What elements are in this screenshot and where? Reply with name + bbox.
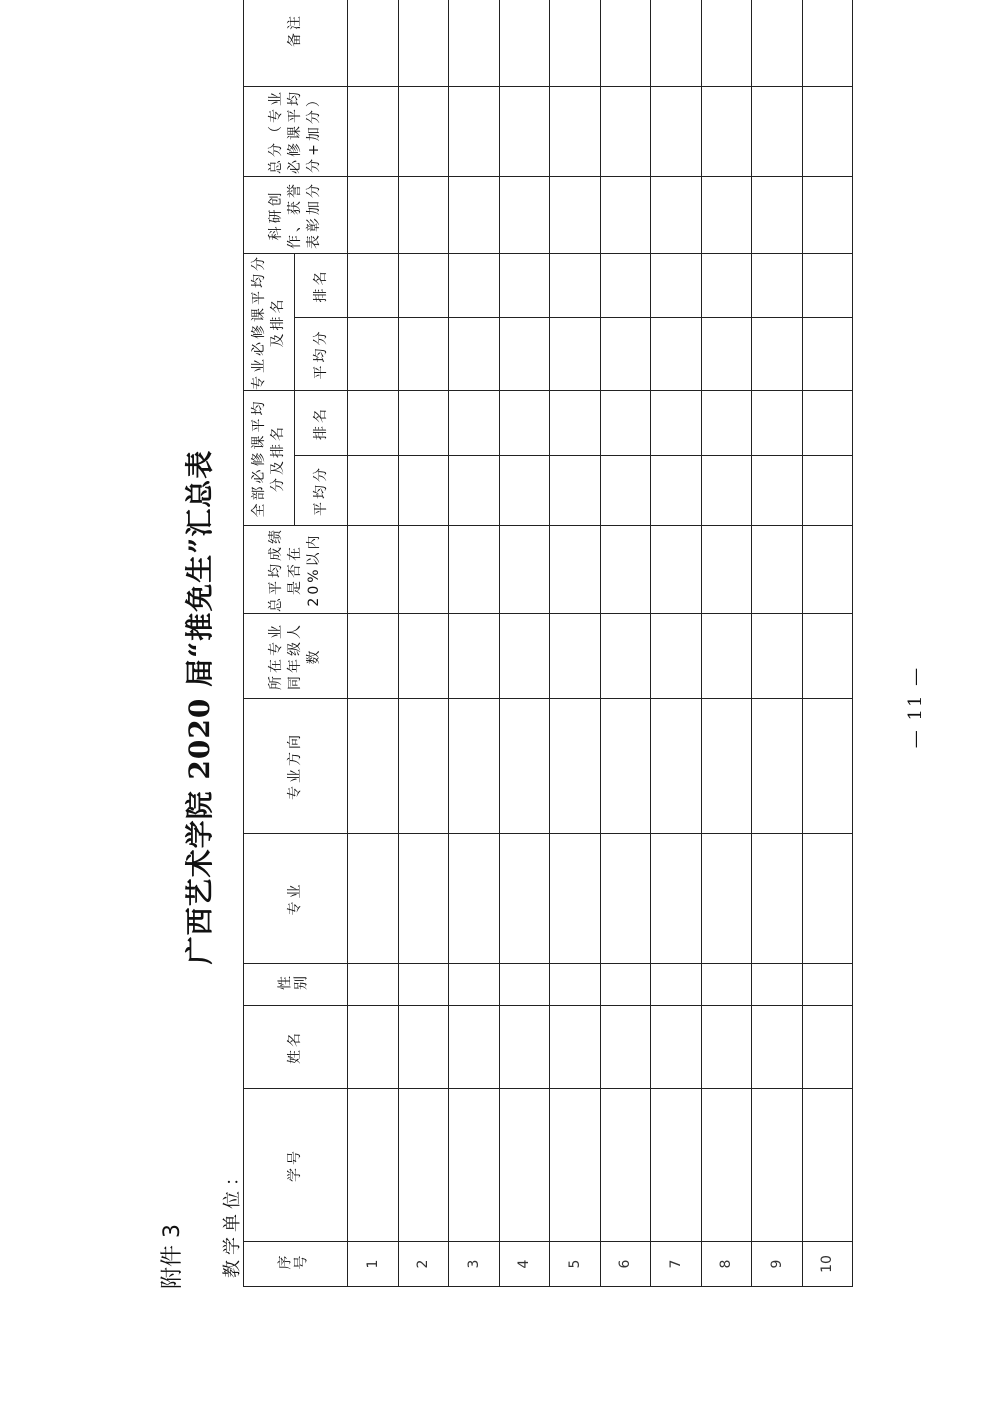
unit-label: 教学单位： — [222, 1163, 243, 1278]
table-cell[interactable] — [701, 87, 752, 177]
table-cell[interactable] — [398, 614, 449, 699]
table-row — [499, 0, 550, 1287]
col-all-required: 全部必修课平均分及排名 — [244, 391, 295, 526]
table-cell[interactable] — [701, 1006, 752, 1089]
table-cell[interactable] — [398, 254, 449, 318]
table-cell[interactable] — [651, 0, 702, 87]
col-total: 总分（专业必修课平均分+加分） — [244, 87, 348, 177]
col-major-avg: 平均分 — [295, 318, 348, 391]
col-student-id: 学号 — [244, 1089, 348, 1242]
page-title: 广西艺术学院 2020 届“推免生”汇总表 — [183, 449, 216, 965]
page-number: — 11 — — [905, 665, 926, 749]
col-all-rank: 排名 — [295, 391, 348, 456]
table-cell[interactable] — [348, 526, 399, 614]
table-cell[interactable] — [802, 614, 853, 699]
table-cell[interactable] — [550, 526, 601, 614]
table-cell[interactable] — [550, 177, 601, 254]
col-major-required: 专业必修课平均分及排名 — [244, 254, 295, 391]
table-cell[interactable] — [398, 526, 449, 614]
table-cell[interactable] — [802, 526, 853, 614]
table-cell[interactable] — [499, 177, 550, 254]
table-cell[interactable] — [550, 614, 601, 699]
table-cell[interactable] — [600, 614, 651, 699]
col-name: 姓名 — [244, 1006, 348, 1089]
row-index[interactable]: 2 — [398, 1242, 449, 1287]
row-index[interactable]: 10 — [802, 1242, 853, 1287]
table-cell[interactable] — [651, 177, 702, 254]
table-cell[interactable] — [701, 0, 752, 87]
col-gender: 性别 — [244, 964, 348, 1006]
table-cell[interactable] — [449, 254, 500, 318]
table-cell[interactable] — [398, 177, 449, 254]
row-index[interactable]: 3 — [449, 1242, 500, 1287]
table-cell[interactable] — [348, 177, 399, 254]
table-cell[interactable] — [398, 1089, 449, 1242]
table-cell[interactable] — [550, 318, 601, 391]
row-index[interactable]: 9 — [752, 1242, 803, 1287]
table-cell[interactable] — [600, 526, 651, 614]
table-cell[interactable] — [651, 964, 702, 1006]
table-cell[interactable] — [701, 391, 752, 456]
table-cell[interactable] — [802, 318, 853, 391]
row-index[interactable]: 6 — [600, 1242, 651, 1287]
table-cell[interactable] — [802, 0, 853, 87]
table-row — [550, 0, 601, 1287]
table-cell[interactable] — [398, 964, 449, 1006]
table-cell[interactable] — [398, 0, 449, 87]
table-cell[interactable] — [348, 964, 399, 1006]
table-cell[interactable] — [600, 0, 651, 87]
table-cell[interactable] — [449, 177, 500, 254]
table-row — [449, 0, 500, 1287]
table-cell[interactable] — [600, 254, 651, 318]
table-cell[interactable] — [752, 391, 803, 456]
table-cell[interactable] — [348, 1006, 399, 1089]
table-row — [600, 0, 651, 1287]
table-cell[interactable] — [701, 964, 752, 1006]
table-cell[interactable] — [449, 526, 500, 614]
col-all-avg: 平均分 — [295, 456, 348, 526]
table-cell[interactable] — [802, 1089, 853, 1242]
table-cell[interactable] — [600, 456, 651, 526]
table-cell[interactable] — [499, 964, 550, 1006]
table-cell[interactable] — [550, 391, 601, 456]
table-cell[interactable] — [752, 964, 803, 1006]
attachment-label: 附件 3 — [160, 1224, 185, 1289]
table-cell[interactable] — [348, 614, 399, 699]
table-cell[interactable] — [651, 254, 702, 318]
table-cell[interactable] — [550, 0, 601, 87]
table-cell[interactable] — [752, 834, 803, 964]
table-cell[interactable] — [499, 614, 550, 699]
table-cell[interactable] — [499, 391, 550, 456]
row-index[interactable]: 7 — [651, 1242, 702, 1287]
table-cell[interactable] — [499, 0, 550, 87]
table-cell[interactable] — [701, 699, 752, 834]
table-cell[interactable] — [550, 1006, 601, 1089]
table-row — [651, 0, 702, 1287]
row-index[interactable]: 1 — [348, 1242, 399, 1287]
row-index[interactable]: 5 — [550, 1242, 601, 1287]
table-row — [701, 0, 752, 1287]
table-cell[interactable] — [802, 254, 853, 318]
table-cell[interactable] — [398, 391, 449, 456]
table-cell[interactable] — [449, 0, 500, 87]
table-cell[interactable] — [802, 834, 853, 964]
table-cell[interactable] — [600, 318, 651, 391]
table-cell[interactable] — [600, 699, 651, 834]
row-index[interactable]: 8 — [701, 1242, 752, 1287]
table-cell[interactable] — [348, 318, 399, 391]
table-cell[interactable] — [701, 614, 752, 699]
table-cell[interactable] — [701, 834, 752, 964]
table-cell[interactable] — [651, 614, 702, 699]
table-cell[interactable] — [802, 177, 853, 254]
table-cell[interactable] — [449, 318, 500, 391]
table-cell[interactable] — [499, 526, 550, 614]
table-cell[interactable] — [752, 254, 803, 318]
table-cell[interactable] — [802, 391, 853, 456]
summary-table — [243, 0, 853, 1287]
table-cell[interactable] — [752, 1089, 803, 1242]
table-cell[interactable] — [802, 699, 853, 834]
table-cell[interactable] — [499, 254, 550, 318]
table-cell[interactable] — [752, 456, 803, 526]
table-cell[interactable] — [348, 254, 399, 318]
table-cell[interactable] — [550, 1089, 601, 1242]
table-cell[interactable] — [752, 0, 803, 87]
table-cell[interactable] — [651, 456, 702, 526]
table-cell[interactable] — [600, 87, 651, 177]
table-cell[interactable] — [752, 614, 803, 699]
table-cell[interactable] — [651, 87, 702, 177]
table-cell[interactable] — [651, 1006, 702, 1089]
table-cell[interactable] — [600, 1006, 651, 1089]
row-index[interactable]: 4 — [499, 1242, 550, 1287]
table-cell[interactable] — [348, 0, 399, 87]
table-row — [802, 0, 853, 1287]
table-cell[interactable] — [701, 526, 752, 614]
table-cell[interactable] — [550, 456, 601, 526]
header-row — [244, 0, 295, 1287]
table-cell[interactable] — [398, 834, 449, 964]
table-cell[interactable] — [499, 1089, 550, 1242]
table-cell[interactable] — [701, 318, 752, 391]
col-cohort: 所在专业同年级人数 — [244, 614, 348, 699]
table-cell[interactable] — [398, 1006, 449, 1089]
table-cell[interactable] — [701, 456, 752, 526]
table-cell[interactable] — [348, 391, 399, 456]
table-cell[interactable] — [651, 526, 702, 614]
table-row — [398, 0, 449, 1287]
table-cell[interactable] — [348, 699, 399, 834]
col-major: 专业 — [244, 834, 348, 964]
table-cell[interactable] — [449, 1089, 500, 1242]
table-cell[interactable] — [499, 699, 550, 834]
table-cell[interactable] — [550, 699, 601, 834]
table-cell[interactable] — [752, 318, 803, 391]
table-cell[interactable] — [550, 87, 601, 177]
table-cell[interactable] — [802, 87, 853, 177]
table-cell[interactable] — [449, 391, 500, 456]
table-cell[interactable] — [348, 1089, 399, 1242]
table-cell[interactable] — [449, 834, 500, 964]
col-bonus: 科研创作、获誉表彰加分 — [244, 177, 348, 254]
table-cell[interactable] — [449, 614, 500, 699]
table-cell[interactable] — [600, 834, 651, 964]
table-cell[interactable] — [600, 177, 651, 254]
table-cell[interactable] — [802, 1006, 853, 1089]
table-cell[interactable] — [449, 699, 500, 834]
table-cell[interactable] — [499, 1006, 550, 1089]
table-cell[interactable] — [600, 1089, 651, 1242]
col-major-rank: 排名 — [295, 254, 348, 318]
table-cell[interactable] — [651, 1089, 702, 1242]
table-cell[interactable] — [499, 456, 550, 526]
table-cell[interactable] — [449, 456, 500, 526]
table-cell[interactable] — [752, 87, 803, 177]
table-cell[interactable] — [600, 964, 651, 1006]
table-cell[interactable] — [449, 1006, 500, 1089]
table-cell[interactable] — [398, 456, 449, 526]
table-cell[interactable] — [550, 964, 601, 1006]
table-cell[interactable] — [499, 87, 550, 177]
table-cell[interactable] — [701, 254, 752, 318]
table-cell[interactable] — [398, 699, 449, 834]
table-cell[interactable] — [600, 391, 651, 456]
table-cell[interactable] — [651, 834, 702, 964]
table-cell[interactable] — [651, 699, 702, 834]
col-direction: 专业方向 — [244, 699, 348, 834]
table-body — [348, 0, 853, 1287]
table-cell[interactable] — [651, 318, 702, 391]
table-cell[interactable] — [449, 87, 500, 177]
table-cell[interactable] — [651, 391, 702, 456]
col-top20: 总平均成绩是否在20%以内 — [244, 526, 348, 614]
col-seq: 序号 — [244, 1242, 348, 1287]
table-row — [348, 0, 399, 1287]
table-cell[interactable] — [550, 254, 601, 318]
table-cell[interactable] — [499, 834, 550, 964]
table-cell[interactable] — [398, 318, 449, 391]
table-cell[interactable] — [802, 456, 853, 526]
table-cell[interactable] — [449, 964, 500, 1006]
table-cell[interactable] — [398, 87, 449, 177]
table-cell[interactable] — [550, 834, 601, 964]
table-cell[interactable] — [348, 834, 399, 964]
table-row — [752, 0, 803, 1287]
table-cell[interactable] — [752, 1006, 803, 1089]
table-cell[interactable] — [701, 1089, 752, 1242]
table-cell[interactable] — [752, 699, 803, 834]
table-cell[interactable] — [802, 964, 853, 1006]
table-cell[interactable] — [348, 87, 399, 177]
table-cell[interactable] — [499, 318, 550, 391]
table-cell[interactable] — [348, 456, 399, 526]
table-cell[interactable] — [752, 526, 803, 614]
table-cell[interactable] — [701, 177, 752, 254]
table-cell[interactable] — [752, 177, 803, 254]
col-remarks: 备注 — [244, 0, 348, 87]
